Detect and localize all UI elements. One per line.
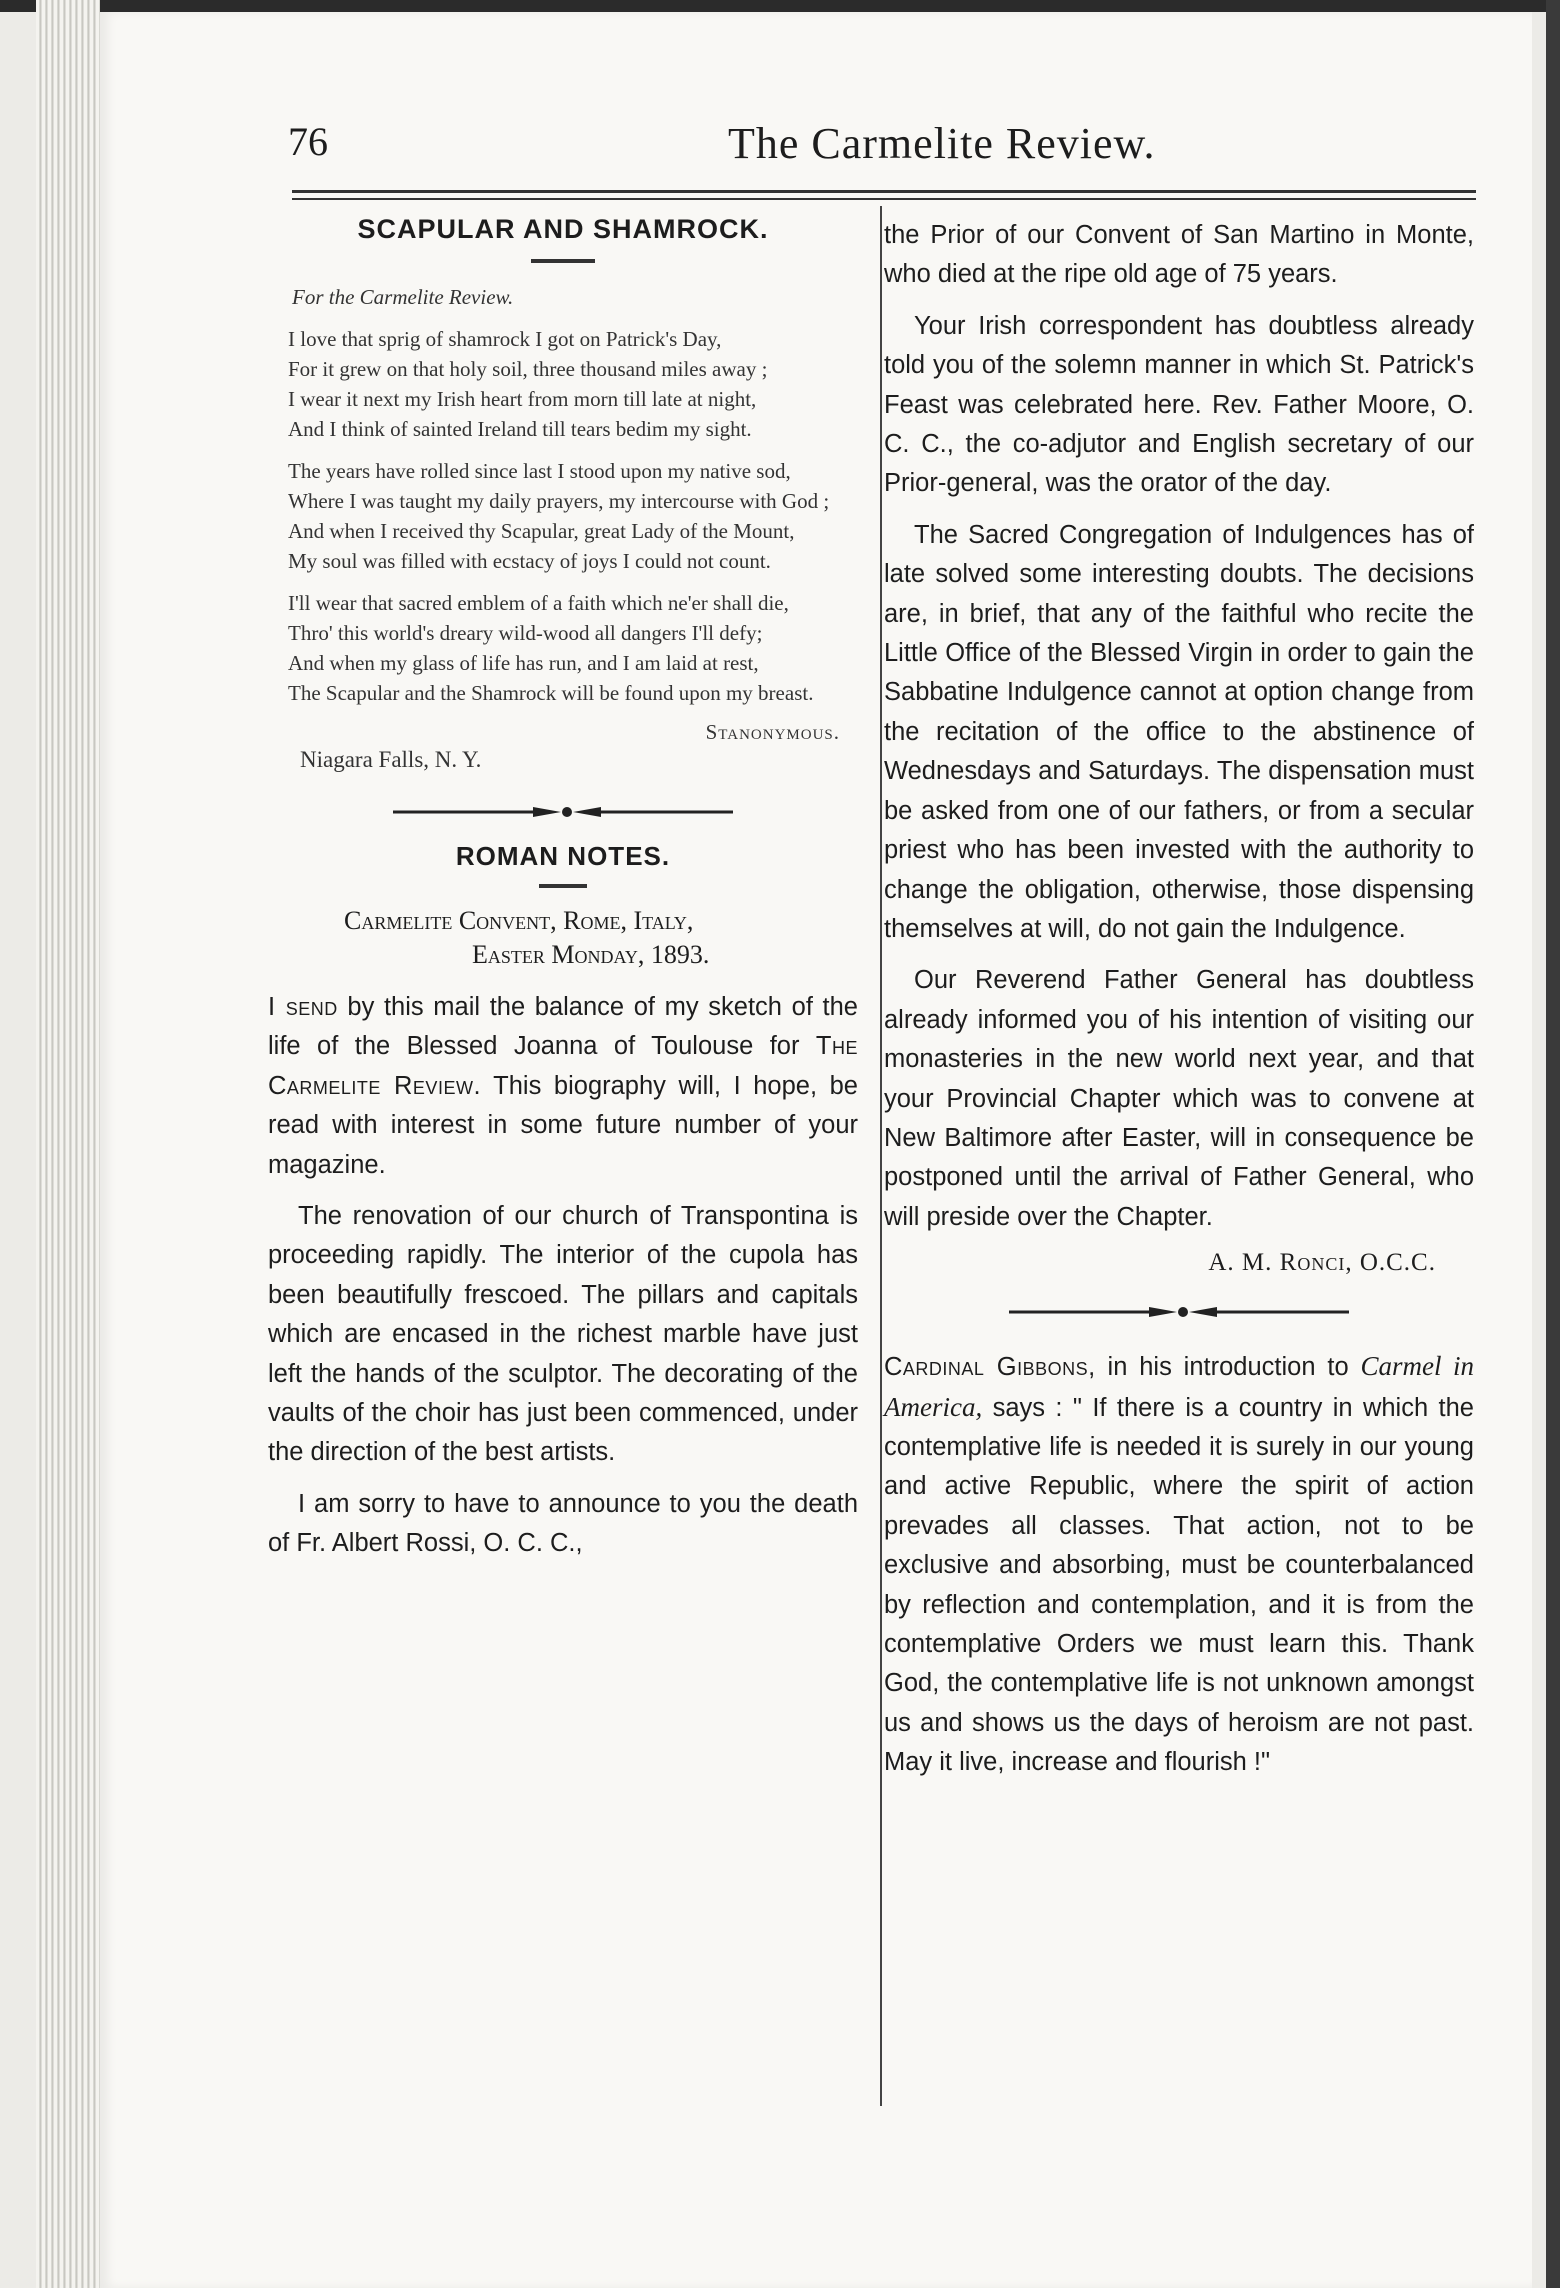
ornament-divider <box>999 1299 1359 1325</box>
column-divider <box>880 206 882 2106</box>
left-column <box>268 206 858 1576</box>
journal-name: The Carmelite Review. <box>268 1032 858 1100</box>
poem-place: Niagara Falls, N. Y. <box>300 747 482 772</box>
ornament-divider <box>383 799 743 825</box>
poem-line: I'll wear that sacred emblem of a faith which ne'er shall die, <box>288 591 789 615</box>
dateline <box>344 904 858 972</box>
journal-title: The Carmelite Review. <box>728 119 1156 168</box>
paragraph <box>884 1347 1474 1782</box>
poem-signature: Stanonymous. <box>705 720 840 744</box>
paragraph: The Sacred Congregation of Indulgences has of late solved some interesting doubts. The decisions are, in brief, that any of the faithful who recite the Little Office of the Blessed Virgin in order to gain the Sabbatine Indulgence cannot at option change from the recitation of the office to the abstinence of Wednesdays and Saturdays. The dispensation must be asked from one of our fathers, or from a secular priest who has been invested with the authority to change the obligation, otherwise, those dispensing themselves at will, do not gain the Indulgence. <box>884 520 1474 943</box>
poem-line: For it grew on that holy soil, three thousand miles away ; <box>288 357 768 381</box>
paragraph: I am sorry to have to announce to you the death of Fr. Albert Rossi, O. C. C., <box>268 1489 858 1558</box>
dateline-line: Carmelite Convent, Rome, Italy, <box>344 906 694 935</box>
paragraph: Your Irish correspondent has doubtless already told you of the solemn manner in which St. Patrick's Feast was celebrated here. Rev. Father Moore, O. C. C., the co-adjutor and English secretary of our Prior-general, was the orator of the day. <box>884 311 1474 498</box>
poem-stanza <box>268 456 858 576</box>
paragraph: Our Reverend Father General has doubtless already informed you of his intention of visiting our monasteries in the new world next year, and that your Provincial Chapter which was to convene at New Baltimore after Easter, will in consequence be postponed until the arrival of Father General, who will preside over the Chapter. <box>884 966 1474 1231</box>
poem-line: And when my glass of life has run, and I am laid at rest, <box>288 651 759 675</box>
paragraph: The renovation of our church of Transpontina is proceeding rapidly. The interior of the cupola has been beautifully frescoed. The pillars and capitals which are encased in the richest marble have just left the hands of the sculptor. The decorating of the vaults of the choir has just been commenced, under the direction of the best artists. <box>268 1202 858 1467</box>
paragraph <box>268 988 858 1185</box>
header-rule-bottom <box>292 198 1476 200</box>
book-page-edges <box>36 0 100 2288</box>
poem-line: I wear it next my Irish heart from morn till late at night, <box>288 387 757 411</box>
header-rule-top <box>292 190 1476 193</box>
scan-top-edge <box>0 0 1560 12</box>
poem-heading: SCAPULAR AND SHAMROCK. <box>357 214 769 244</box>
paragraph: the Prior of our Convent of San Martino in Monte, who died at the ripe old age of 75 years. <box>884 221 1474 289</box>
right-column <box>884 206 1474 1795</box>
poem-line: And when I received thy Scapular, great Lady of the Mount, <box>288 519 795 543</box>
running-head <box>188 112 1478 182</box>
paragraph-text: in his introduction to <box>1095 1353 1361 1382</box>
poem-line: The years have rolled since last I stood upon my native sod, <box>288 459 791 483</box>
paragraph-lead: I send <box>268 993 338 1021</box>
paragraph-text: by this mail the balance of my sketch of the life of the Blessed Joanna of Toulouse for <box>268 993 858 1061</box>
poem-line: Thro' this world's dreary wild-wood all dangers I'll defy; <box>288 621 763 645</box>
notes-heading: ROMAN NOTES. <box>455 841 671 871</box>
poem-line: Where I was taught my daily prayers, my intercourse with God ; <box>288 489 830 513</box>
dateline-line: Easter Monday, 1893. <box>472 940 710 969</box>
poem-stanza <box>268 324 858 444</box>
poem-line: The Scapular and the Shamrock will be found upon my breast. <box>288 681 814 705</box>
poem-line: My soul was filled with ecstacy of joys I could not count. <box>288 549 771 573</box>
poem <box>268 324 858 708</box>
poem-stanza <box>268 588 858 708</box>
poem-byline: For the Carmelite Review. <box>292 285 514 309</box>
heading-rule <box>539 884 587 888</box>
scan-right-edge <box>1546 0 1560 2288</box>
heading-rule <box>531 259 595 263</box>
paragraph-text: This biography will, I hope, be read with interest in some future number of your magazine. <box>268 1071 858 1179</box>
page-number: 76 <box>288 119 328 164</box>
poem-line: And I think of sainted Ireland till tears bedim my sight. <box>288 417 752 441</box>
article-signature: A. M. Ronci, O.C.C. <box>1208 1249 1436 1277</box>
book-title: Carmel in America, <box>884 1351 1474 1422</box>
paragraph-lead: Cardinal Gibbons, <box>884 1353 1096 1382</box>
poem-line: I love that sprig of shamrock I got on Patrick's Day, <box>288 327 722 351</box>
paragraph-text: says : " If there is a country in which the contemplative life is needed it is surely in our young and active Republic, where the spirit of action prevades all classes. That action, not to be exclusive and absorbing, must be counterbalanced by reflection and contemplation, and it is from the contemplative Orders we must learn this. Thank God, the contemplative life is not unknown amongst us and shows us the days of heroism are not past. May it live, increase and flourish !" <box>884 1393 1474 1777</box>
